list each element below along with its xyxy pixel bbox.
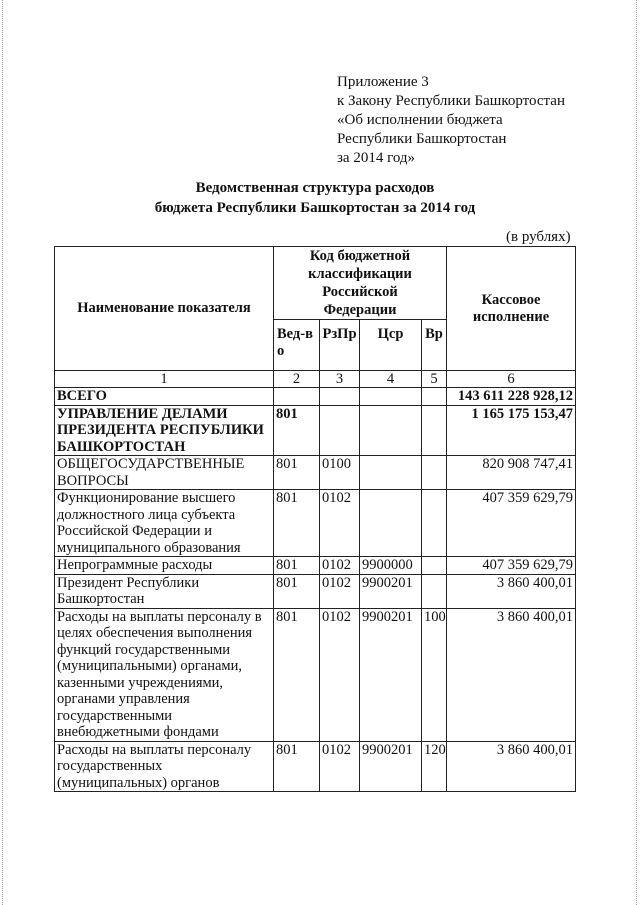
row-amount: 3 860 400,01 xyxy=(447,574,576,608)
row-amount: 820 908 747,41 xyxy=(447,456,576,490)
row-name: Расходы на выплаты персоналу в целях обеспечения выполнения функций государственными (муниципальными) органами, казенными учреждениями, органами управления государственными внебюджетными фондами xyxy=(55,608,274,741)
header-csr: Цср xyxy=(360,320,422,371)
row-name: Расходы на выплаты персоналу государственных (муниципальных) органов xyxy=(55,741,274,792)
column-number: 5 xyxy=(422,371,447,388)
row-rzpr: 0102 xyxy=(320,574,360,608)
attachment-line: Республики Башкортостан xyxy=(337,131,507,147)
table-row xyxy=(55,405,576,456)
row-name: Непрограммные расходы xyxy=(55,557,274,575)
row-vr: 100 xyxy=(422,608,447,741)
attachment-line: Приложение 3 xyxy=(337,74,429,90)
row-vr xyxy=(422,456,447,490)
column-number: 1 xyxy=(55,371,274,388)
row-csr: 9900201 xyxy=(360,574,422,608)
row-vr xyxy=(422,490,447,557)
row-vedo xyxy=(274,388,320,406)
title-line-2: бюджета Республики Башкортостан за 2014 год xyxy=(154,200,476,216)
row-amount: 143 611 228 928,12 xyxy=(447,388,576,406)
column-number: 6 xyxy=(447,371,576,388)
row-vedo: 801 xyxy=(274,741,320,792)
table-row xyxy=(55,456,576,490)
row-vedo: 801 xyxy=(274,405,320,456)
row-vr xyxy=(422,557,447,575)
row-name: Функционирование высшего должностного лица субъекта Российской Федерации и муниципального образования xyxy=(55,490,274,557)
document-title xyxy=(0,178,630,218)
row-rzpr: 0102 xyxy=(320,608,360,741)
row-csr: 9900201 xyxy=(360,608,422,741)
scan-left-edge xyxy=(2,0,4,905)
table-row xyxy=(55,388,576,406)
column-number: 3 xyxy=(320,371,360,388)
row-amount: 407 359 629,79 xyxy=(447,490,576,557)
header-rzpr: РзПр xyxy=(320,320,360,371)
header-vedo: Вед-во xyxy=(274,320,320,371)
row-csr xyxy=(360,388,422,406)
table-row xyxy=(55,608,576,741)
row-rzpr: 0100 xyxy=(320,456,360,490)
row-vedo: 801 xyxy=(274,490,320,557)
title-line-1: Ведомственная структура расходов xyxy=(195,180,435,196)
header-classification: Код бюджетной классификации Российской Федерации xyxy=(274,247,447,320)
row-name: ОБЩЕГОСУДАРСТВЕННЫЕ ВОПРОСЫ xyxy=(55,456,274,490)
table-row xyxy=(55,741,576,792)
table-row xyxy=(55,574,576,608)
row-amount: 3 860 400,01 xyxy=(447,741,576,792)
row-amount: 3 860 400,01 xyxy=(447,608,576,741)
row-rzpr: 0102 xyxy=(320,557,360,575)
expenditure-table xyxy=(54,246,576,792)
row-vedo: 801 xyxy=(274,608,320,741)
column-numbers-row xyxy=(55,371,576,388)
column-number: 2 xyxy=(274,371,320,388)
row-vedo: 801 xyxy=(274,574,320,608)
row-name: Президент Республики Башкортостан xyxy=(55,574,274,608)
attachment-note xyxy=(337,73,565,168)
row-vedo: 801 xyxy=(274,456,320,490)
row-rzpr xyxy=(320,405,360,456)
table-row xyxy=(55,557,576,575)
row-csr xyxy=(360,405,422,456)
row-csr xyxy=(360,456,422,490)
row-rzpr: 0102 xyxy=(320,741,360,792)
scan-right-edge xyxy=(636,0,638,905)
row-csr xyxy=(360,490,422,557)
attachment-line: за 2014 год» xyxy=(337,150,416,166)
table-row xyxy=(55,490,576,557)
column-number: 4 xyxy=(360,371,422,388)
row-name: УПРАВЛЕНИЕ ДЕЛАМИ ПРЕЗИДЕНТА РЕСПУБЛИКИ БАШКОРТОСТАН xyxy=(55,405,274,456)
row-name: ВСЕГО xyxy=(55,388,274,406)
attachment-line: «Об исполнении бюджета xyxy=(337,112,503,128)
row-amount: 1 165 175 153,47 xyxy=(447,405,576,456)
units-note: (в рублях) xyxy=(506,229,571,245)
row-vr xyxy=(422,388,447,406)
row-vr: 120 xyxy=(422,741,447,792)
row-amount: 407 359 629,79 xyxy=(447,557,576,575)
row-vr xyxy=(422,405,447,456)
row-rzpr: 0102 xyxy=(320,490,360,557)
row-rzpr xyxy=(320,388,360,406)
header-name: Наименование показателя xyxy=(55,247,274,371)
row-csr: 9900000 xyxy=(360,557,422,575)
header-amount: Кассовое исполнение xyxy=(447,247,576,371)
row-csr: 9900201 xyxy=(360,741,422,792)
attachment-line: к Закону Республики Башкортостан xyxy=(337,93,565,109)
row-vr xyxy=(422,574,447,608)
row-vedo: 801 xyxy=(274,557,320,575)
header-vr: Вр xyxy=(422,320,447,371)
